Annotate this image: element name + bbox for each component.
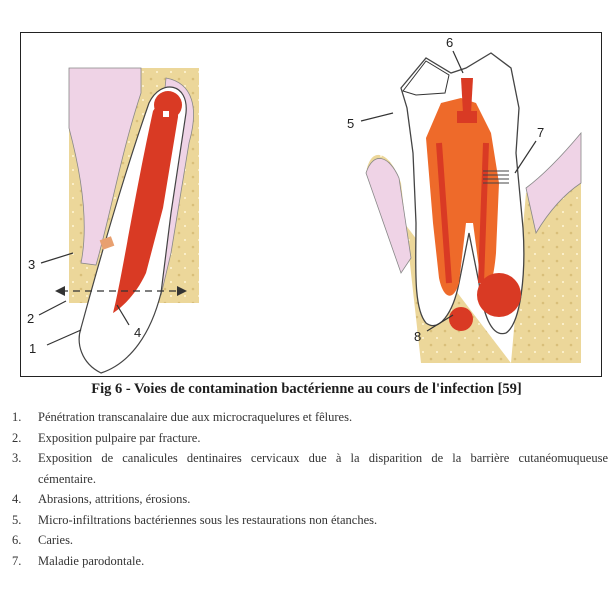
legend-number: 4.	[12, 492, 22, 506]
legend-text: Micro-infiltrations bactériennes sous les restaurations non étanches.	[38, 512, 378, 527]
label-6: 6	[446, 35, 454, 50]
legend-number: 5.	[12, 512, 22, 527]
legend-item	[12, 428, 608, 449]
caries-lesion	[461, 78, 473, 113]
legend-item	[12, 551, 608, 572]
legend-text: Exposition pulpaire par fracture.	[38, 430, 201, 445]
legend-text: cémentaire.	[38, 471, 96, 486]
label-1: 1	[29, 341, 37, 356]
label-3: 3	[28, 257, 36, 272]
right-molar	[366, 53, 581, 363]
legend-number: 1.	[12, 410, 22, 424]
label-5: 5	[347, 116, 355, 131]
tooth-illustration	[21, 33, 603, 378]
furcation-lesion	[449, 307, 473, 331]
legend-item	[12, 448, 608, 469]
label-4: 4	[134, 325, 142, 340]
legend-text: Exposition de canalicules dentinaires cervicaux due à la disparition de la barrière cutanéomuqueuse	[38, 451, 608, 465]
label-2: 2	[27, 311, 35, 326]
legend-item	[12, 407, 608, 428]
legend-text: Abrasions, attritions, érosions.	[38, 492, 191, 506]
gum-left-right	[366, 158, 411, 273]
legend-item	[12, 530, 608, 551]
figure-caption: Fig 6 - Voies de contamination bactérienne au cours de l'infection [59]	[91, 381, 522, 397]
legend-number: 6.	[12, 533, 22, 547]
label-8: 8	[414, 329, 422, 344]
legend-text: Maladie parodontale.	[38, 553, 145, 568]
legend-number: 7.	[12, 553, 22, 568]
legend-number: 2.	[12, 430, 22, 445]
legend-list	[12, 407, 608, 571]
left-incisor	[55, 68, 199, 373]
legend-number: 3.	[12, 451, 22, 465]
periapical-lesion-right	[477, 273, 521, 317]
label-7: 7	[537, 125, 545, 140]
legend-text: Pénétration transcanalaire due aux microcraquelures et fêlures.	[38, 410, 353, 424]
legend-item	[12, 510, 608, 531]
legend-text: Caries.	[38, 533, 74, 547]
figure-frame	[20, 32, 602, 377]
legend-item	[12, 489, 608, 510]
legend-item-continuation	[12, 469, 608, 490]
